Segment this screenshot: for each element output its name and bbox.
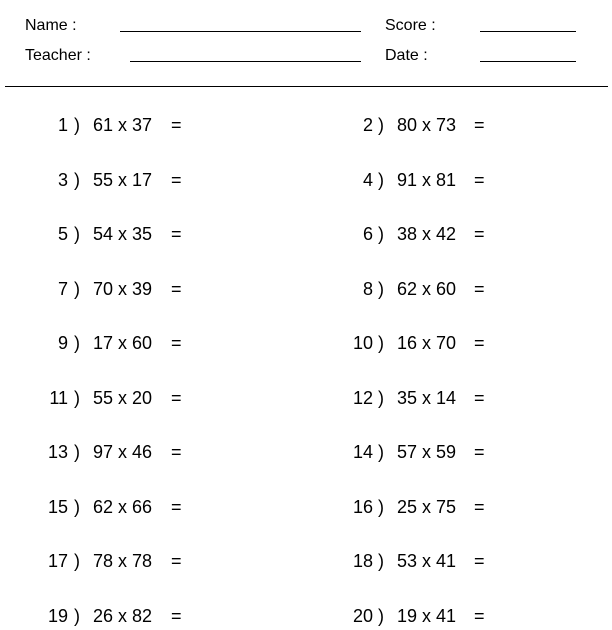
problem-number: 5 xyxy=(57,224,68,244)
problem-equals: = xyxy=(474,279,485,299)
problem-expression: 61 x 37 xyxy=(93,115,153,135)
problem-equals: = xyxy=(474,388,485,408)
score-label: Score : xyxy=(385,17,436,34)
problem-2 xyxy=(0,114,612,136)
problem-number: 11 xyxy=(49,388,68,408)
problem-paren: ) xyxy=(378,551,384,571)
problem-paren: ) xyxy=(378,442,384,462)
problem-paren: ) xyxy=(74,279,80,299)
problem-number: 9 xyxy=(57,333,68,353)
date-label: Date : xyxy=(385,47,428,64)
problem-expression: 25 x 75 xyxy=(397,497,457,517)
problem-8 xyxy=(0,278,612,300)
problem-equals: = xyxy=(474,115,485,135)
problem-number: 17 xyxy=(47,551,68,571)
problem-paren: ) xyxy=(378,115,384,135)
problem-paren: ) xyxy=(378,388,384,408)
problem-paren: ) xyxy=(74,388,80,408)
problem-paren: ) xyxy=(378,170,384,190)
problem-paren: ) xyxy=(74,333,80,353)
problem-paren: ) xyxy=(74,170,80,190)
problem-number: 16 xyxy=(352,497,373,517)
problem-paren: ) xyxy=(74,551,80,571)
name-label: Name : xyxy=(25,17,77,34)
problem-expression: 91 x 81 xyxy=(397,170,457,190)
problem-18 xyxy=(0,550,612,572)
problem-number: 13 xyxy=(47,442,68,462)
problem-number: 3 xyxy=(57,170,68,190)
problem-paren: ) xyxy=(378,497,384,517)
problem-10 xyxy=(0,332,612,354)
problem-number: 8 xyxy=(362,279,373,299)
problem-16 xyxy=(0,496,612,518)
problem-equals: = xyxy=(171,115,182,135)
problem-expression: 78 x 78 xyxy=(93,551,153,571)
problem-paren: ) xyxy=(74,224,80,244)
problem-number: 4 xyxy=(362,170,373,190)
problem-expression: 80 x 73 xyxy=(397,115,457,135)
problem-paren: ) xyxy=(378,279,384,299)
problem-expression: 16 x 70 xyxy=(397,333,457,353)
problem-equals: = xyxy=(474,224,485,244)
problem-equals: = xyxy=(171,497,182,517)
problem-paren: ) xyxy=(378,333,384,353)
problem-expression: 35 x 14 xyxy=(397,388,457,408)
problem-expression: 55 x 17 xyxy=(93,170,153,190)
problem-expression: 53 x 41 xyxy=(397,551,457,571)
problem-number: 12 xyxy=(352,388,373,408)
problem-expression: 54 x 35 xyxy=(93,224,153,244)
problem-expression: 62 x 66 xyxy=(93,497,153,517)
problem-equals: = xyxy=(474,606,485,626)
problem-equals: = xyxy=(474,333,485,353)
problem-expression: 62 x 60 xyxy=(397,279,457,299)
problem-equals: = xyxy=(171,551,182,571)
problem-equals: = xyxy=(474,442,485,462)
problem-equals: = xyxy=(171,442,182,462)
problem-4 xyxy=(0,169,612,191)
problem-equals: = xyxy=(171,388,182,408)
problem-equals: = xyxy=(171,224,182,244)
problem-12 xyxy=(0,387,612,409)
problem-paren: ) xyxy=(74,115,80,135)
problem-paren: ) xyxy=(378,606,384,626)
problem-expression: 26 x 82 xyxy=(93,606,153,626)
problem-paren: ) xyxy=(74,497,80,517)
problem-equals: = xyxy=(474,551,485,571)
problem-number: 1 xyxy=(57,115,68,135)
problem-expression: 17 x 60 xyxy=(93,333,153,353)
problem-equals: = xyxy=(474,170,485,190)
problem-expression: 57 x 59 xyxy=(397,442,457,462)
problem-equals: = xyxy=(171,170,182,190)
problem-paren: ) xyxy=(74,442,80,462)
problem-equals: = xyxy=(171,279,182,299)
problem-number: 10 xyxy=(352,333,373,353)
problem-number: 19 xyxy=(47,606,68,626)
problem-number: 6 xyxy=(362,224,373,244)
problem-expression: 97 x 46 xyxy=(93,442,153,462)
problem-6 xyxy=(0,223,612,245)
problem-expression: 70 x 39 xyxy=(93,279,153,299)
problem-paren: ) xyxy=(378,224,384,244)
problem-expression: 19 x 41 xyxy=(397,606,457,626)
problem-number: 20 xyxy=(352,606,373,626)
problem-number: 18 xyxy=(352,551,373,571)
problem-number: 7 xyxy=(57,279,68,299)
teacher-label: Teacher : xyxy=(25,47,91,64)
problem-equals: = xyxy=(474,497,485,517)
problem-paren: ) xyxy=(74,606,80,626)
problem-number: 15 xyxy=(47,497,68,517)
problem-14 xyxy=(0,441,612,463)
problem-expression: 38 x 42 xyxy=(397,224,457,244)
problem-equals: = xyxy=(171,333,182,353)
problem-number: 14 xyxy=(352,442,373,462)
problem-number: 2 xyxy=(362,115,373,135)
problem-20 xyxy=(0,605,612,627)
problem-equals: = xyxy=(171,606,182,626)
problem-expression: 55 x 20 xyxy=(93,388,153,408)
